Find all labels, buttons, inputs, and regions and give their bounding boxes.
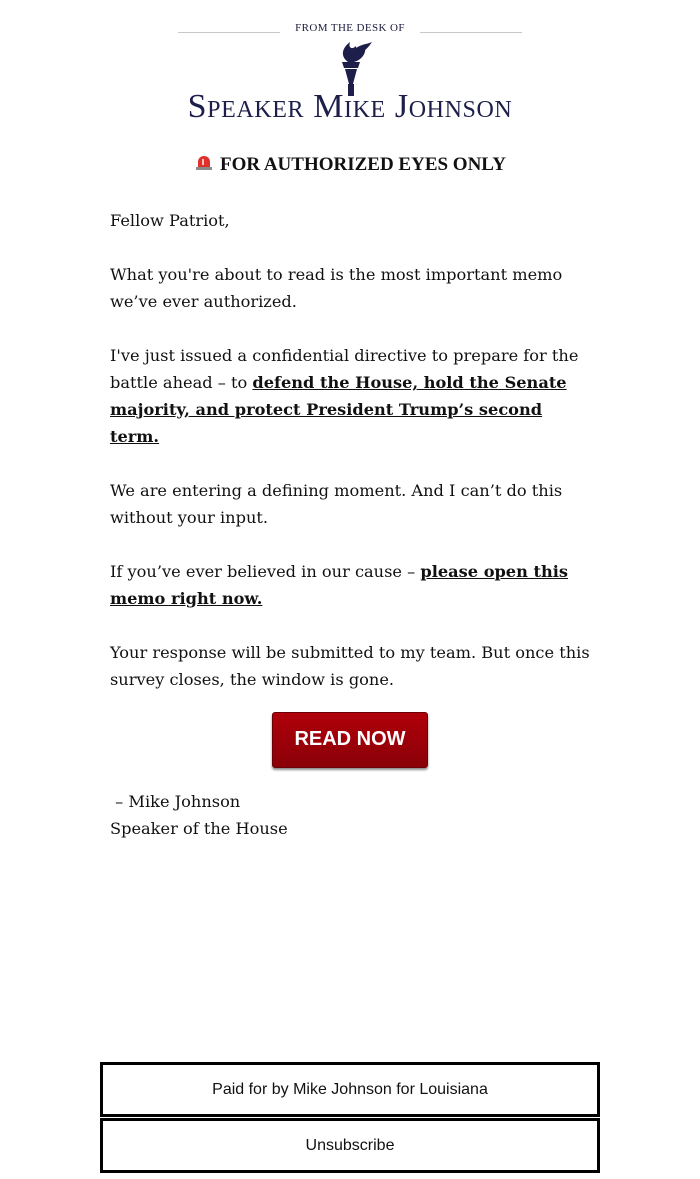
paragraph-intro: What you're about to read is the most important memo we’ve ever authorized. [110,265,563,311]
cta-wrapper [0,712,700,768]
divider-line-right [420,32,522,33]
memo-header [0,0,700,140]
alert-text: FOR AUTHORIZED EYES ONLY [220,154,506,175]
memo-body [110,207,590,720]
from-desk-label: FROM THE DESK OF [295,22,405,34]
signoff-title: Speaker of the House [110,819,288,838]
cause-text: If you’ve ever believed in our cause – [110,562,421,581]
signoff-name: – Mike Johnson [110,792,241,811]
greeting: Fellow Patriot, [110,211,230,230]
paragraph-moment: We are entering a defining moment. And I can’t do this without your input. [110,481,563,527]
paragraph-cause [110,558,590,612]
open-memo-link[interactable]: please open this memo right now. [110,562,569,608]
speaker-name-wordmark: Speaker Mike Johnson [187,88,513,125]
paragraph-directive [110,342,590,450]
directive-text: I've just issued a confidential directive to prepare for the battle ahead – to [110,346,579,392]
unsubscribe-link[interactable]: Unsubscribe [100,1118,600,1173]
signoff [110,788,510,842]
read-now-button[interactable]: READ NOW [272,712,428,768]
siren-icon [194,155,214,171]
paragraph-survey: Your response will be submitted to my team. But once this survey closes, the window is gone. [110,643,590,689]
from-desk-row [178,22,522,38]
paid-for-disclaimer: Paid for by Mike Johnson for Louisiana [100,1062,600,1117]
alert-heading [0,154,700,176]
directive-link[interactable]: defend the House, hold the Senate majority, and protect President Trump’s second term. [110,373,567,446]
